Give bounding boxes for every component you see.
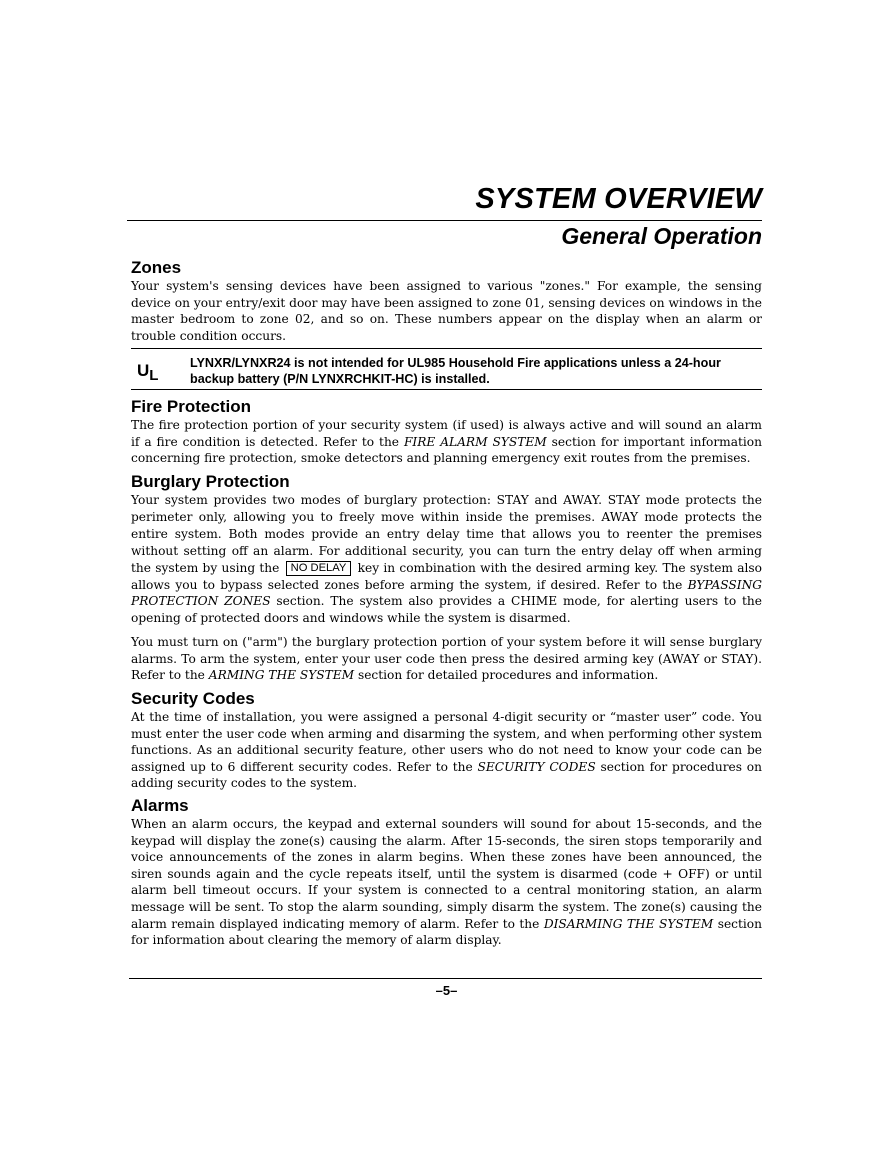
ul-note-text: LYNXR/LYNXR24 is not intended for UL985 Household Fire applications unless a 24-hour backup battery (P/N LYNXRCHKIT-HC) is installed. bbox=[190, 356, 721, 386]
alarms-heading: Alarms bbox=[131, 796, 189, 815]
no-delay-key: NO DELAY bbox=[286, 561, 352, 576]
security-codes-ref: SECURITY CODES bbox=[477, 759, 596, 774]
ul-logo-icon: UL bbox=[137, 361, 159, 384]
page-number: –5– bbox=[435, 983, 458, 998]
security-codes-heading: Security Codes bbox=[131, 689, 255, 708]
bypassing-zones-ref: BYPASSING PROTECTION ZONES bbox=[131, 577, 762, 609]
fire-protection-heading: Fire Protection bbox=[131, 397, 251, 416]
alarms-paragraph: When an alarm occurs, the keypad and external sounders will sound for about 15-seconds, and the keypad will display the zone(s) causing the alarm. After 15-seconds, the siren stops temporarily and voice announcements of the zones in alarm begins. When these zones have been announced, the siren sounds again and the cycle repeats itself, until the system is disarmed (code + OFF) or until alarm bell timeout occurs. If your system is connected to a central monitoring station, an alarm message will be sent. To stop the alarm sounding, simply disarm the system. The zone(s) causing the alarm remain displayed indicating memory of alarm. Refer to the DISARMING THE SYSTEM section for information about clearing the memory of alarm display. bbox=[131, 817, 762, 948]
page-title: SYSTEM OVERVIEW bbox=[475, 183, 762, 215]
fire-alarm-system-ref: FIRE ALARM SYSTEM bbox=[403, 434, 547, 449]
note-bottom-rule bbox=[131, 389, 762, 390]
zones-heading: Zones bbox=[131, 258, 182, 277]
fire-protection-paragraph: The fire protection portion of your security system (if used) is always active and will sound an alarm if a fire condition is detected. Refer to the FIRE ALARM SYSTEM section for important information concerning fire protection, smoke detectors and planning emergency exit routes from the premises. bbox=[131, 418, 762, 466]
header-rule bbox=[127, 220, 762, 221]
burglary-protection-heading: Burglary Protection bbox=[131, 472, 290, 491]
disarming-system-ref: DISARMING THE SYSTEM bbox=[543, 916, 714, 931]
burglary-paragraph-2: You must turn on ("arm") the burglary protection portion of your system before it will sense burglary alarms. To arm the system, enter your user code then press the desired arming key (AWAY or STAY). Refer to the ARMING THE SYSTEM section for detailed procedures and information. bbox=[131, 635, 762, 683]
note-top-rule bbox=[131, 348, 762, 349]
security-codes-paragraph: At the time of installation, you were assigned a personal 4-digit security or “master user” code. You must enter the user code when arming and disarming the system, and when performing other system functions. As an additional security feature, other users who do not need to know your code can be assigned up to 6 different security codes. Refer to the SECURITY CODES section for procedures on adding security codes to the system. bbox=[131, 710, 762, 791]
footer-rule bbox=[129, 978, 762, 979]
zones-paragraph: Your system's sensing devices have been assigned to various "zones." For example, the sensing device on your entry/exit door may have been assigned to zone 01, sensing devices on windows in the master bedroom to zone 02, and so on. These numbers appear on the display when an alarm or trouble condition occurs. bbox=[131, 279, 762, 343]
arming-system-ref: ARMING THE SYSTEM bbox=[208, 668, 355, 683]
page-subtitle: General Operation bbox=[561, 223, 762, 249]
burglary-paragraph-1: Your system provides two modes of burglary protection: STAY and AWAY. STAY mode protects the perimeter only, allowing you to freely move within inside the premises. AWAY mode protects the entire system. Both modes provide an entry delay time that allows you to reenter the premises without setting off an alarm. For additional security, you can turn the entry delay off when arming the system by using the NO DELAY key in combination with the desired arming key. The system also allows you to bypass selected zones before arming the system, if desired. Refer to the BYPASSING PROTECTION ZONES section. The system also provides a CHIME mode, for alerting users to the opening of protected doors and windows while the system is disarmed. bbox=[131, 493, 762, 626]
